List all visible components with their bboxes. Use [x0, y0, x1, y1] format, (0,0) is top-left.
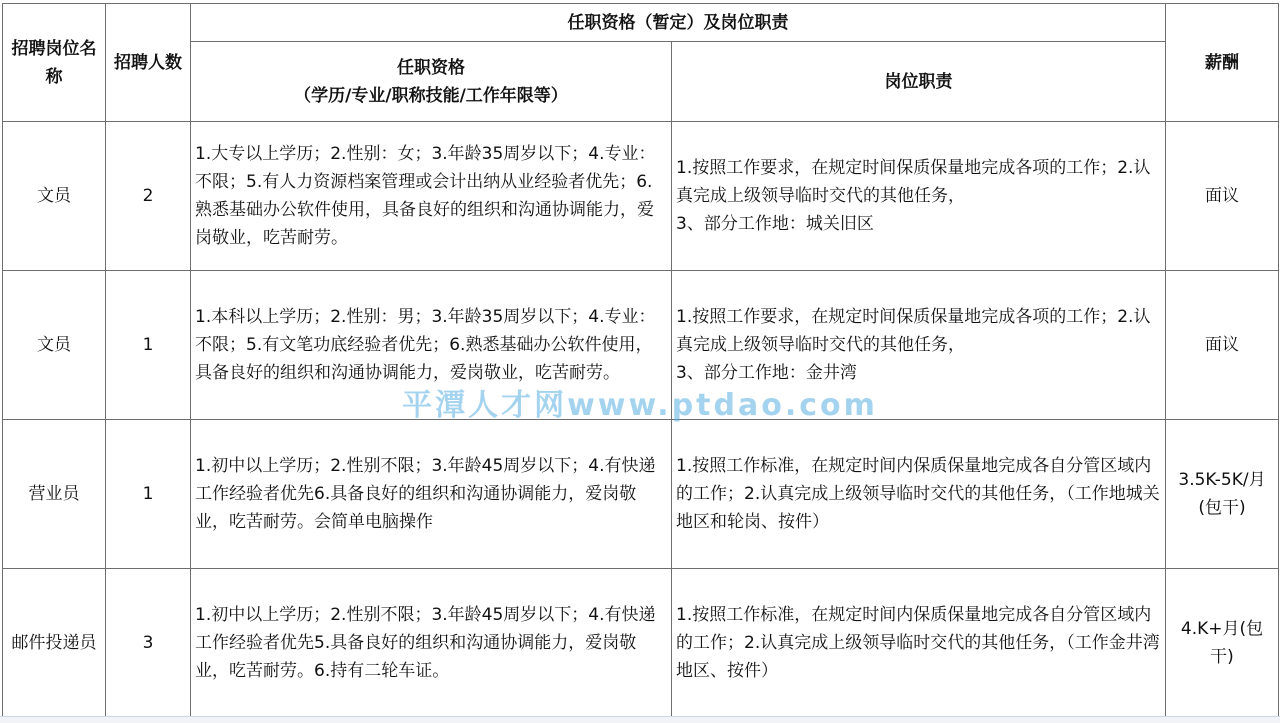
header-salary: 薪酬 [1166, 4, 1279, 122]
header-qualification-title: 任职资格 [397, 57, 465, 78]
cell-position: 邮件投递员 [3, 569, 106, 717]
cell-duty: 1.按照工作要求，在规定时间保质保量地完成各项的工作；2.认真完成上级领导临时交代的其他任务， 3、部分工作地：金井湾 [672, 271, 1166, 420]
header-qualification-subtitle: （学历/专业/职称技能/工作年限等） [294, 85, 568, 106]
cell-qualification: 1.初中以上学历；2.性别不限；3.年龄45周岁以下；4.有快递工作经验者优先6.具备良好的组织和沟通协调能力，爱岗敬业，吃苦耐劳。会简单电脑操作 [191, 420, 672, 569]
table-row [3, 569, 1279, 717]
cell-count: 1 [106, 271, 191, 420]
cell-count: 3 [106, 569, 191, 717]
table-row [3, 420, 1279, 569]
cell-salary: 面议 [1166, 122, 1279, 271]
cell-position: 营业员 [3, 420, 106, 569]
header-group-title: 任职资格（暂定）及岗位职责 [191, 4, 1166, 42]
header-row-2 [3, 42, 1279, 122]
cell-duty: 1.按照工作标准，在规定时间内保质保量地完成各自分管区域内的工作；2.认真完成上级领导临时交代的其他任务，（工作地城关地区和轮岗、按件） [672, 420, 1166, 569]
recruitment-table [2, 3, 1279, 717]
cell-count: 1 [106, 420, 191, 569]
header-qualification [191, 42, 672, 122]
cell-position: 文员 [3, 271, 106, 420]
table-row [3, 122, 1279, 271]
cell-duty: 1.按照工作标准，在规定时间内保质保量地完成各自分管区域内的工作；2.认真完成上级领导临时交代的其他任务，（工作金井湾地区、按件） [672, 569, 1166, 717]
cell-salary: 4.K+月(包干) [1166, 569, 1279, 717]
table-row [3, 271, 1279, 420]
header-duty: 岗位职责 [672, 42, 1166, 122]
cell-count: 2 [106, 122, 191, 271]
watermark: 平潭人才网www.ptdao.com [402, 388, 878, 423]
cell-position: 文员 [3, 122, 106, 271]
header-row-1 [3, 4, 1279, 42]
cell-duty: 1.按照工作要求，在规定时间保质保量地完成各项的工作；2.认真完成上级领导临时交代的其他任务， 3、部分工作地：城关旧区 [672, 122, 1166, 271]
cell-qualification: 1.大专以上学历；2.性别：女；3.年龄35周岁以下；4.专业：不限；5.有人力资源档案管理或会计出纳从业经验者优先；6.熟悉基础办公软件使用，具备良好的组织和沟通协调能力，爱岗敬业，吃苦耐劳。 [191, 122, 672, 271]
cell-salary: 3.5K-5K/月(包干) [1166, 420, 1279, 569]
cell-qualification: 1.初中以上学历；2.性别不限；3.年龄45周岁以下；4.有快递工作经验者优先5.具备良好的组织和沟通协调能力，爱岗敬业，吃苦耐劳。6.持有二轮车证。 [191, 569, 672, 717]
header-count: 招聘人数 [106, 4, 191, 122]
cell-salary: 面议 [1166, 271, 1279, 420]
header-position-name: 招聘岗位名称 [3, 4, 106, 122]
cell-qualification: 1.本科以上学历；2.性别：男；3.年龄35周岁以下；4.专业：不限；5.有文笔功底经验者优先；6.熟悉基础办公软件使用，具备良好的组织和沟通协调能力，爱岗敬业，吃苦耐劳。 [191, 271, 672, 420]
